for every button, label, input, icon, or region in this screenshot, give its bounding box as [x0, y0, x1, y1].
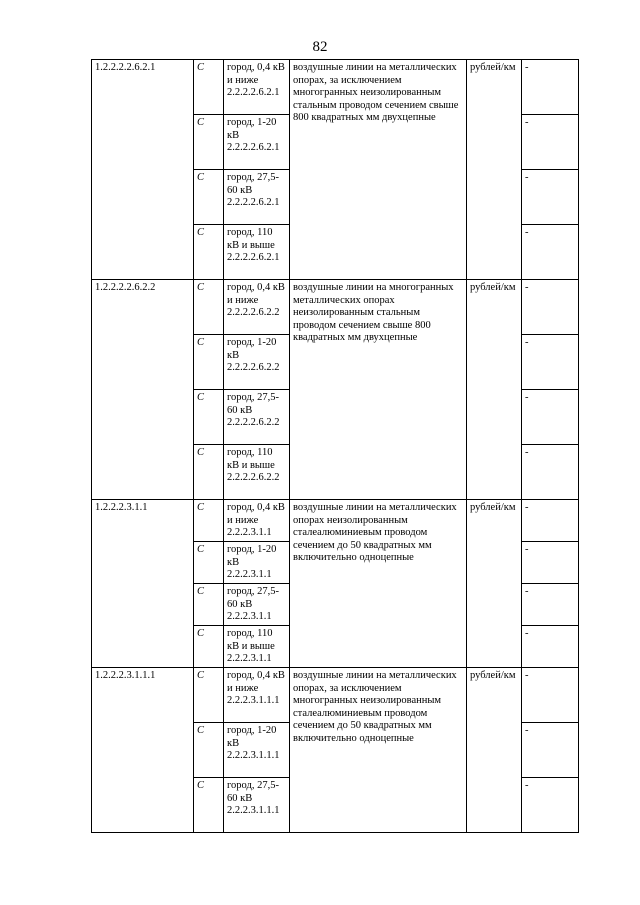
location-cell: город, 0,4 кВ и ниже 2.2.2.3.1.1.1: [224, 668, 290, 723]
category-cell: С: [194, 626, 224, 668]
value-cell: -: [522, 335, 579, 390]
unit-cell: рублей/км: [467, 500, 522, 668]
value-cell: -: [522, 225, 579, 280]
description-cell: воздушные линии на металлических опорах неизолированным сталеалюминиевым проводом сечением до 50 квадратных мм включительно одноцепные: [290, 500, 467, 668]
location-cell: город, 1-20 кВ 2.2.2.2.6.2.1: [224, 115, 290, 170]
value-cell: -: [522, 668, 579, 723]
category-cell: С: [194, 542, 224, 584]
item-code: 1.2.2.2.3.1.1: [92, 500, 194, 668]
table-row: [92, 280, 579, 335]
description-cell: воздушные линии на многогранных металлических опорах неизолированным стальным проводом сечением свыше 800 квадратных мм двухцепные: [290, 280, 467, 500]
description-cell: воздушные линии на металлических опорах, за исключением многогранных неизолированным стальным проводом сечением свыше 800 квадратных мм двухцепные: [290, 60, 467, 280]
unit-cell: рублей/км: [467, 60, 522, 280]
value-cell: -: [522, 584, 579, 626]
category-cell: С: [194, 335, 224, 390]
item-code: 1.2.2.2.2.6.2.1: [92, 60, 194, 280]
value-cell: -: [522, 723, 579, 778]
location-cell: город, 0,4 кВ и ниже 2.2.2.3.1.1: [224, 500, 290, 542]
table-row: [92, 500, 579, 542]
item-code: 1.2.2.2.2.6.2.2: [92, 280, 194, 500]
category-cell: С: [194, 225, 224, 280]
value-cell: -: [522, 115, 579, 170]
table-row: [92, 60, 579, 115]
description-cell: воздушные линии на металлических опорах, за исключением многогранных неизолированным сталеалюминиевым проводом сечением до 50 квадратных мм включительно одноцепные: [290, 668, 467, 833]
location-cell: город, 27,5-60 кВ 2.2.2.3.1.1.1: [224, 778, 290, 833]
value-cell: -: [522, 390, 579, 445]
value-cell: -: [522, 170, 579, 225]
category-cell: С: [194, 170, 224, 225]
value-cell: -: [522, 280, 579, 335]
category-cell: С: [194, 445, 224, 500]
category-cell: С: [194, 500, 224, 542]
page-number: 82: [312, 39, 328, 55]
category-cell: С: [194, 115, 224, 170]
value-cell: -: [522, 542, 579, 584]
table-row: [92, 668, 579, 723]
location-cell: город, 1-20 кВ 2.2.2.3.1.1: [224, 542, 290, 584]
category-cell: С: [194, 60, 224, 115]
value-cell: -: [522, 778, 579, 833]
unit-cell: рублей/км: [467, 280, 522, 500]
category-cell: С: [194, 723, 224, 778]
location-cell: город, 0,4 кВ и ниже 2.2.2.2.6.2.1: [224, 60, 290, 115]
item-code: 1.2.2.2.3.1.1.1: [92, 668, 194, 833]
location-cell: город, 1-20 кВ 2.2.2.2.6.2.2: [224, 335, 290, 390]
location-cell: город, 0,4 кВ и ниже 2.2.2.2.6.2.2: [224, 280, 290, 335]
value-cell: -: [522, 60, 579, 115]
category-cell: С: [194, 668, 224, 723]
category-cell: С: [194, 280, 224, 335]
location-cell: город, 27,5-60 кВ 2.2.2.3.1.1: [224, 584, 290, 626]
tariff-table: [91, 59, 579, 833]
category-cell: С: [194, 778, 224, 833]
value-cell: -: [522, 445, 579, 500]
location-cell: город, 110 кВ и выше 2.2.2.3.1.1: [224, 626, 290, 668]
location-cell: город, 27,5-60 кВ 2.2.2.2.6.2.2: [224, 390, 290, 445]
location-cell: город, 27,5-60 кВ 2.2.2.2.6.2.1: [224, 170, 290, 225]
value-cell: -: [522, 626, 579, 668]
location-cell: город, 110 кВ и выше 2.2.2.2.6.2.1: [224, 225, 290, 280]
category-cell: С: [194, 584, 224, 626]
value-cell: -: [522, 500, 579, 542]
location-cell: город, 1-20 кВ 2.2.2.3.1.1.1: [224, 723, 290, 778]
location-cell: город, 110 кВ и выше 2.2.2.2.6.2.2: [224, 445, 290, 500]
unit-cell: рублей/км: [467, 668, 522, 833]
category-cell: С: [194, 390, 224, 445]
